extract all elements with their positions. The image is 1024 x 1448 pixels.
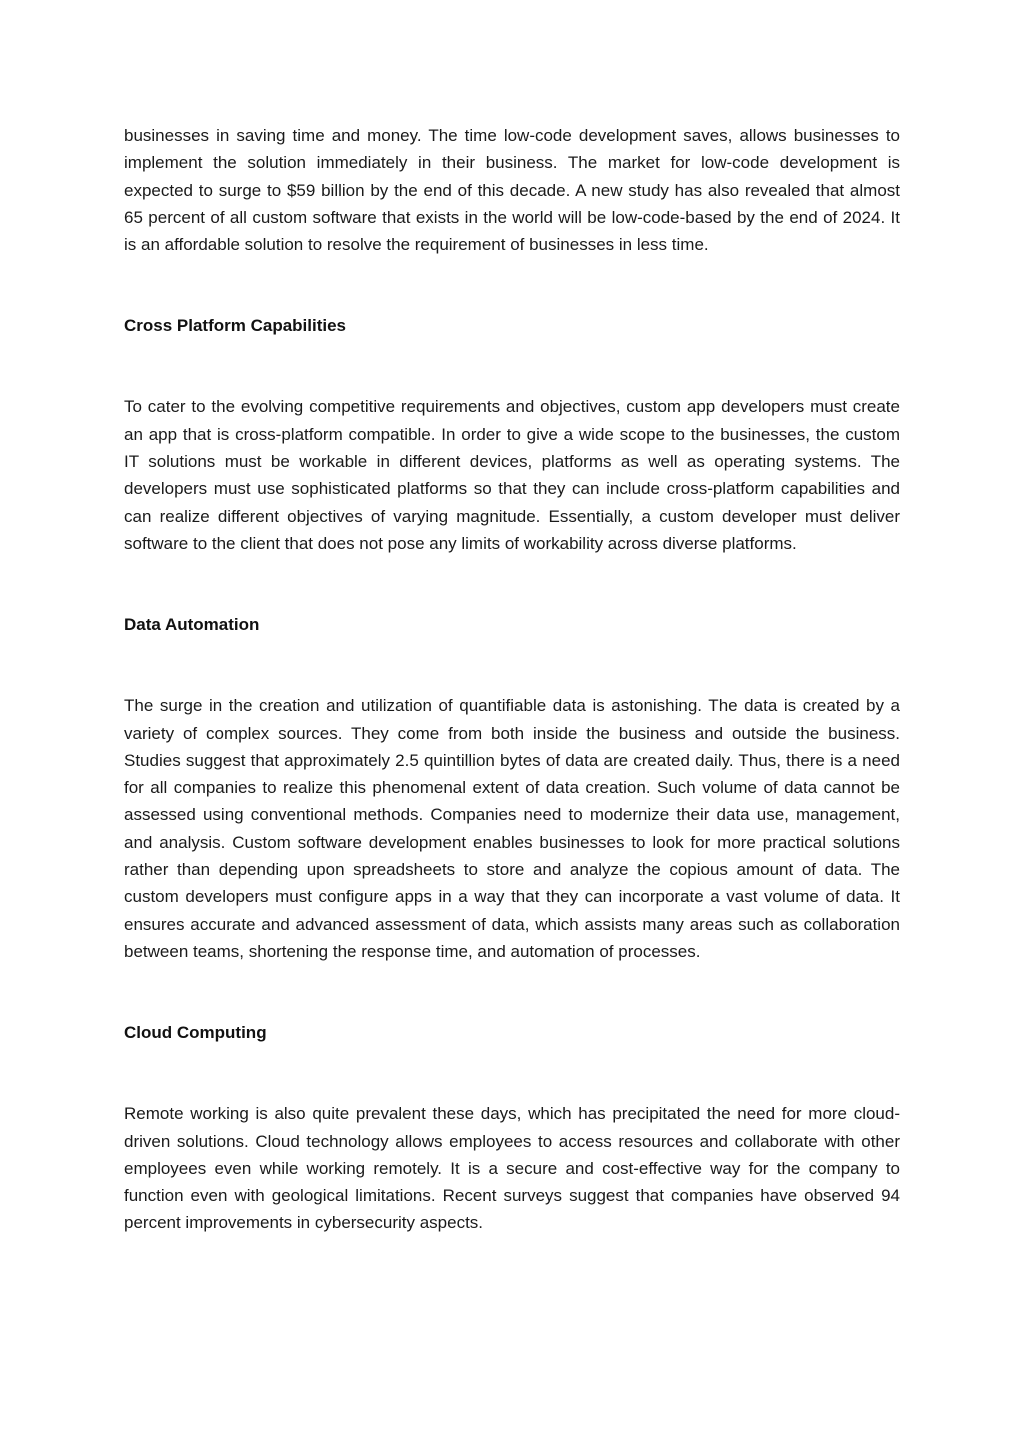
section-heading-cloud-computing: Cloud Computing xyxy=(124,1023,267,1043)
document-page xyxy=(124,122,900,1237)
section-heading-data-automation: Data Automation xyxy=(124,615,260,635)
spacer xyxy=(124,258,900,312)
spacer xyxy=(124,638,900,692)
spacer xyxy=(124,339,900,393)
section-paragraph-cross-platform: To cater to the evolving competitive requirements and objectives, custom app developers must create an app that is cross-platform compatible. In order to give a wide scope to the businesses, the custom IT solutions must be workable in different devices, platforms as well as operating systems. The developers must use sophisticated platforms so that they can include cross-platform capabilities and can realize different objectives of varying magnitude. Essentially, a custom developer must deliver software to the client that does not pose any limits of workability across diverse platforms. xyxy=(124,397,900,553)
section-paragraph-cloud-computing: Remote working is also quite prevalent these days, which has precipitated the need for more cloud-driven solutions. Cloud technology allows employees to access resources and collaborate with other employees even while working remotely. It is a secure and cost-effective way for the company to function even with geological limitations. Recent surveys suggest that companies have observed 94 percent improvements in cybersecurity aspects. xyxy=(124,1104,900,1233)
section-heading-cross-platform: Cross Platform Capabilities xyxy=(124,316,347,336)
spacer xyxy=(124,1046,900,1100)
section-paragraph-data-automation: The surge in the creation and utilization of quantifiable data is astonishing. The data is created by a variety of complex sources. They come from both inside the business and outside the business. Studies suggest that approximately 2.5 quintillion bytes of data are created daily. Thus, there is a need for all companies to realize this phenomenal extent of data creation. Such volume of data cannot be assessed using conventional methods. Companies need to modernize their data use, management, and analysis. Custom software development enables businesses to look for more practical solutions rather than depending upon spreadsheets to store and analyze the copious amount of data. The custom developers must configure apps in a way that they can incorporate a vast volume of data. It ensures accurate and advanced assessment of data, which assists many areas such as collaboration between teams, shortening the response time, and automation of processes. xyxy=(124,696,900,961)
intro-paragraph: businesses in saving time and money. The time low-code development saves, allows businesses to implement the solution immediately in their business. The market for low-code development is expected to surge to $59 billion by the end of this decade. A new study has also revealed that almost 65 percent of all custom software that exists in the world will be low-code-based by the end of 2024. It is an affordable solution to resolve the requirement of businesses in less time. xyxy=(124,126,900,255)
spacer xyxy=(124,965,900,1019)
spacer xyxy=(124,557,900,611)
